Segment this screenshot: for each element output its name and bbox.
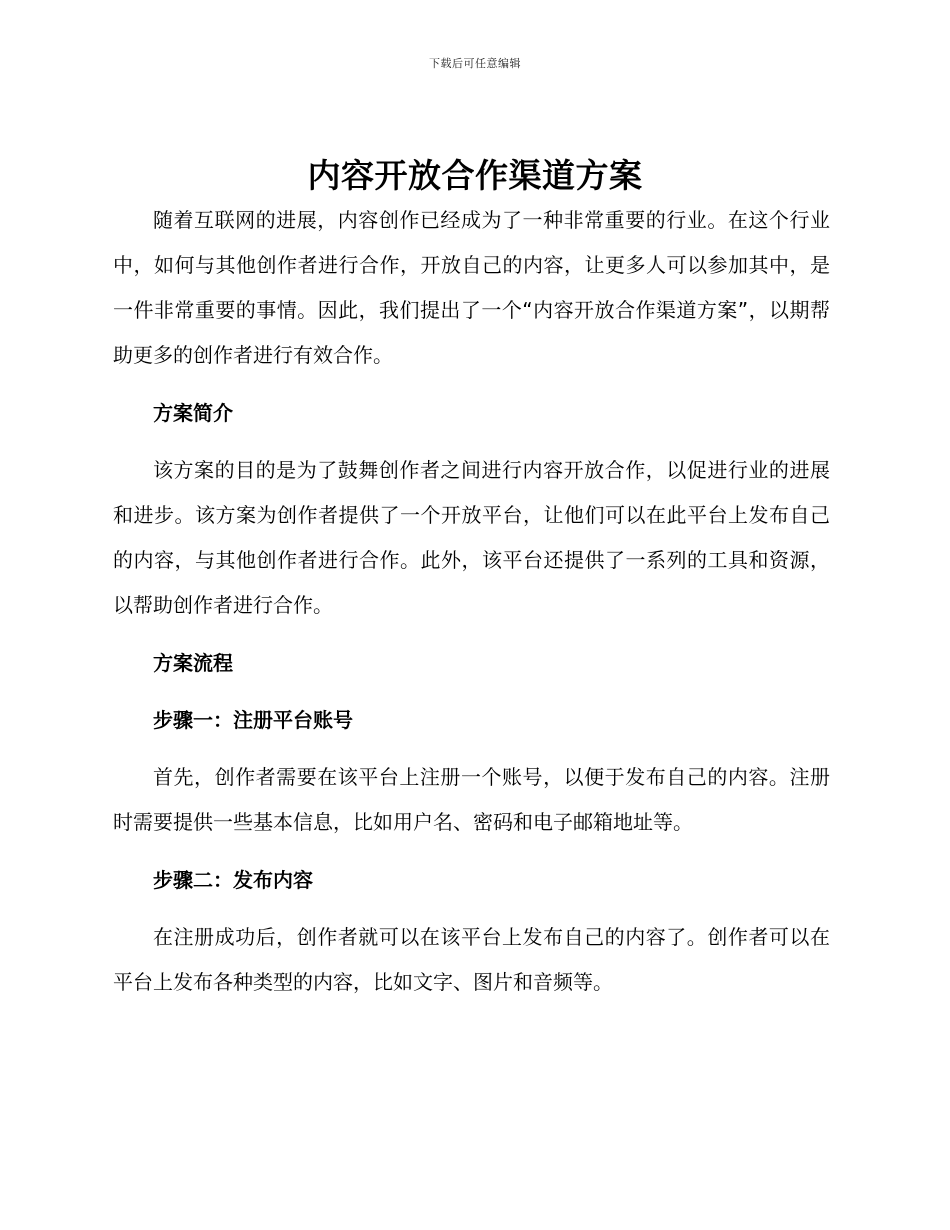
- intro-paragraph: 随着互联网的进展，内容创作已经成为了一种非常重要的行业。在这个行业中，如何与其他创作者进行合作，开放自己的内容，让更多人可以参加其中，是一件非常重要的事情。因此，我们提出了一个“内容开放合作渠道方案”，以期帮助更多的创作者进行有效合作。: [113, 208, 830, 367]
- section-body-step-two: 在注册成功后，创作者就可以在该平台上发布自己的内容了。创作者可以在平台上发布各种类型的内容，比如文字、图片和音频等。: [113, 925, 830, 994]
- document-title: 内容开放合作渠道方案: [307, 156, 643, 195]
- spacer: [113, 628, 830, 641]
- section-body-overview: 该方案的目的是为了鼓舞创作者之间进行内容开放合作，以促进行业的进展和进步。该方案为创作者提供了一个开放平台，让他们可以在此平台上发布自己的内容，与其他创作者进行合作。此外，该平台还提供了一系列的工具和资源，以帮助创作者进行合作。: [113, 458, 830, 617]
- section-heading-overview: 方案简介: [153, 401, 233, 425]
- section-heading-step-two: 步骤二：发布内容: [153, 868, 313, 892]
- spacer: [113, 378, 830, 391]
- section-heading-process: 方案流程: [153, 651, 233, 675]
- page-header-note: 下载后可任意编辑: [429, 57, 521, 70]
- spacer: [113, 686, 830, 698]
- spacer: [113, 845, 830, 858]
- document-body: [113, 198, 830, 1005]
- section-heading-step-one: 步骤一：注册平台账号: [153, 708, 353, 732]
- spacer: [113, 743, 830, 755]
- spacer: [113, 903, 830, 915]
- section-body-step-one: 首先，创作者需要在该平台上注册一个账号，以便于发布自己的内容。注册时需要提供一些基本信息，比如用户名、密码和电子邮箱地址等。: [113, 765, 830, 834]
- spacer: [113, 436, 830, 448]
